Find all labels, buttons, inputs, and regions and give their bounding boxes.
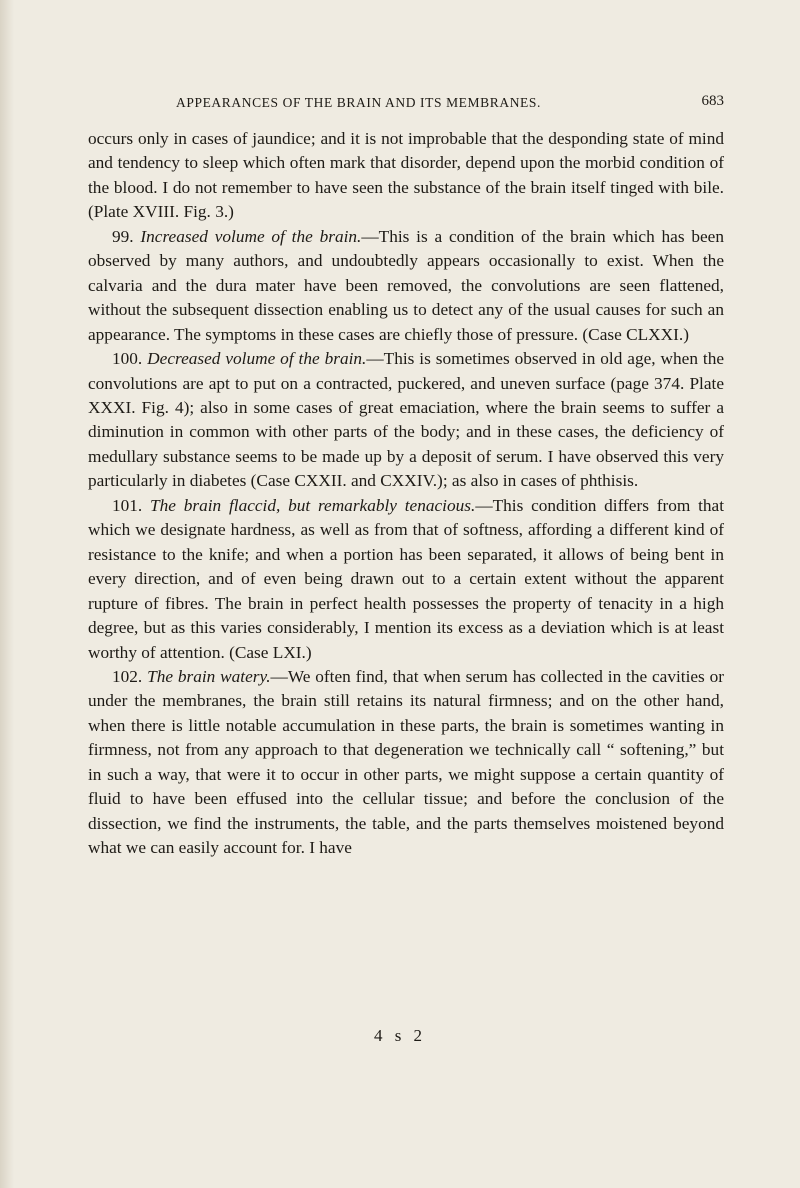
paragraph-text: —This is a condition of the brain which has been observed by many authors, and undoubtedly appears occasionally to exist. When the calvaria and the dura mater have been removed, the convolutions are seen flattened, without the subsequent dissection enabling us to detect any of the usual causes for such an appearance. The symptoms in these cases are chiefly those of pressure. (Case CLXXI.) [88, 226, 724, 344]
paragraph-continuation [88, 127, 724, 225]
paragraph-heading: Increased volume of the brain. [140, 226, 362, 246]
paragraph-text: —This is sometimes observed in old age, when the convolutions are apt to put on a contracted, puckered, and uneven surface (page 374. Plate XXXI. Fig. 4); also in some cases of great emaciation, where the brain seems to suffer a diminution in common with other parts of the body; and in these cases, the deficiency of medullary substance seems to be made up by a deposit of serum. I have observed this very particularly in diabetes (Case CXXII. and CXXIV.); as also in cases of phthisis. [88, 349, 725, 491]
page-edge [0, 0, 14, 1188]
paragraph-heading: The brain watery. [147, 666, 271, 686]
paragraph-102 [88, 665, 724, 861]
paragraph-text: occurs only in cases of jaundice; and it is not improbable that the desponding state of mind and tendency to sleep which often mark that disorder, depend upon the morbid condition of the blood. I do not remember to have seen the substance of the brain itself tinged with bile. (Plate XVIII. Fig. 3.) [88, 129, 724, 222]
paragraph-number: 102. [112, 666, 148, 686]
page-number: 683 [701, 93, 724, 109]
paragraph-heading: Decreased volume of the brain. [147, 349, 367, 369]
paragraph-number: 101. [112, 495, 151, 515]
paragraph-99 [88, 225, 724, 347]
paragraph-101 [88, 494, 724, 665]
paragraph-100 [88, 347, 724, 494]
paragraph-number: 99. [112, 226, 141, 246]
paragraph-heading: The brain flaccid, but remarkably tenacious. [150, 495, 476, 515]
paragraph-number: 100. [112, 349, 148, 369]
body-text [88, 127, 724, 861]
paragraph-text: —This condition differs from that which we designate hardness, as well as from that of softness, affording a different kind of resistance to the knife; and when a portion has been separated, it allows of being bent in every direction, and of even being drawn out to a certain extent without the apparent rupture of fibres. The brain in perfect health possesses the property of tenacity in a high degree, but as this varies considerably, I mention its excess as a deviation which is at least worthy of attention. (Case LXI.) [88, 495, 725, 662]
running-title: APPEARANCES OF THE BRAIN AND ITS MEMBRANES. [176, 95, 541, 110]
signature-mark: 4 s 2 [373, 1026, 427, 1045]
paragraph-text: —We often find, that when serum has collected in the cavities or under the membranes, the brain still retains its natural firmness; and on the other hand, when there is little notable accumulation in these parts, the brain is sometimes wanting in firmness, not from any approach to that degeneration we technically call “ softening,” but in such a way, that were it to occur in other parts, we might suppose a certain quantity of fluid to have been effused into the cellular tissue; and before the conclusion of the dissection, we find the instruments, the table, and the parts themselves moistened beyond what we can easily account for. I have [88, 666, 725, 858]
page-header [88, 92, 724, 114]
